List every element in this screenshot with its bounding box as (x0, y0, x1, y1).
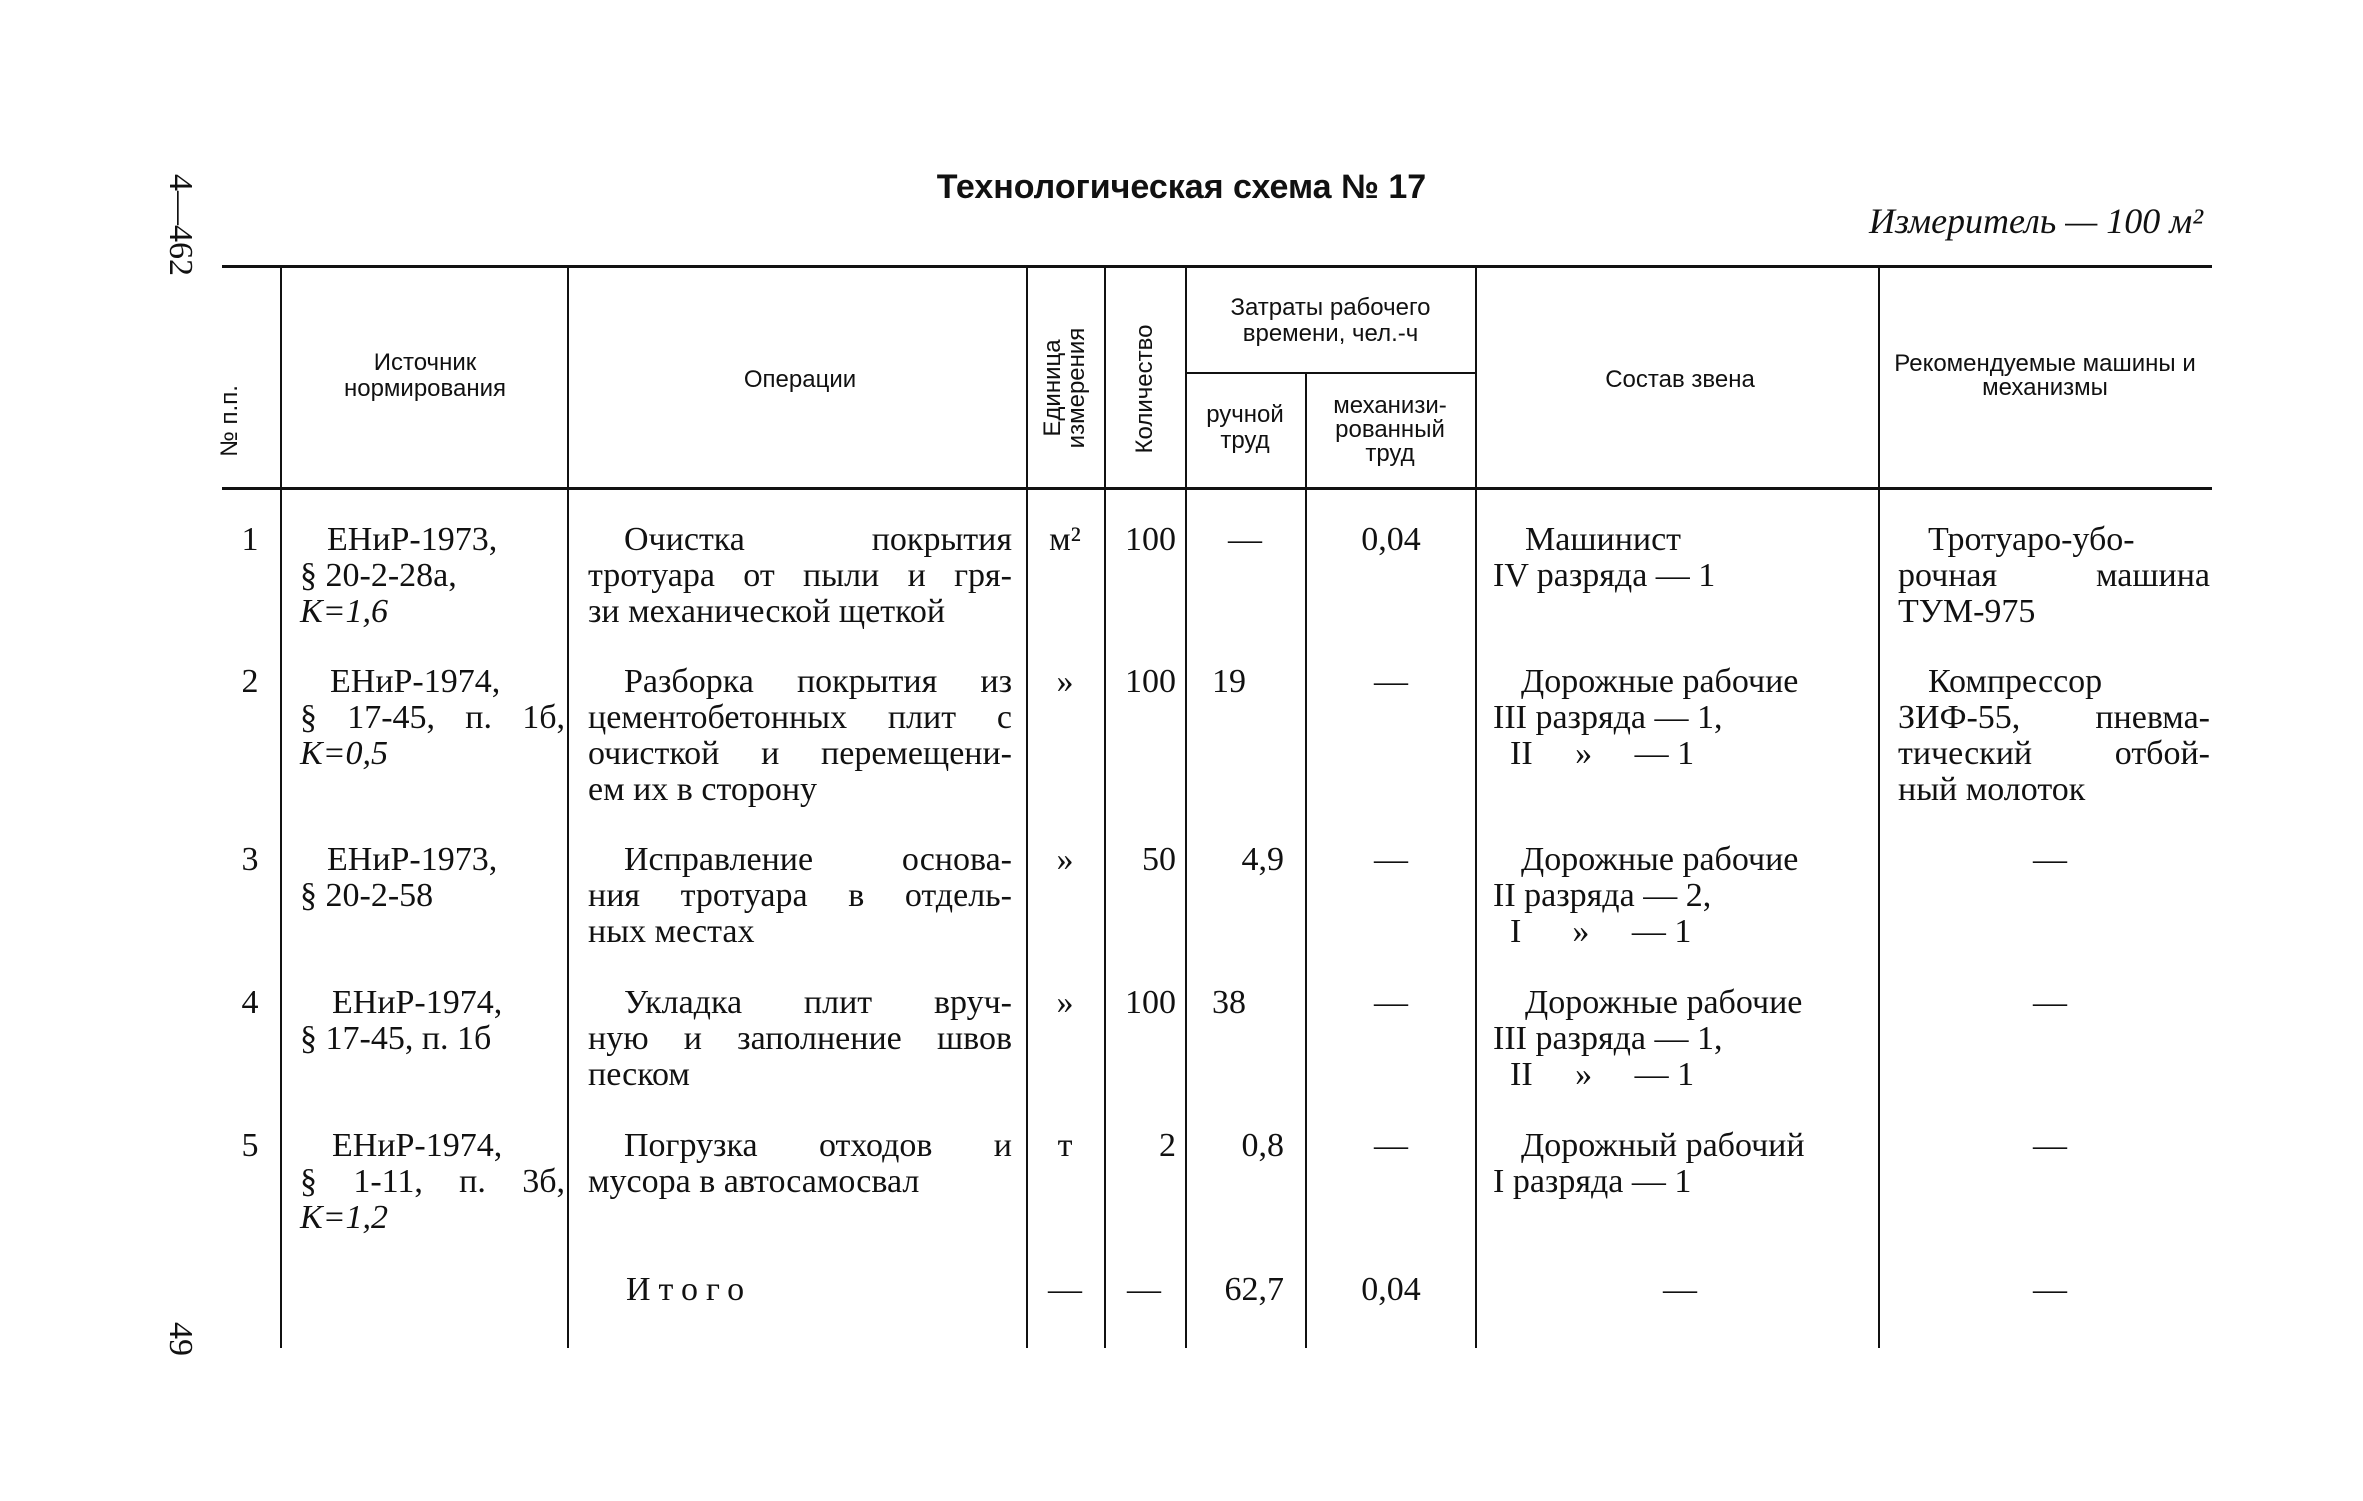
crew-line: I разряда — 1 (1493, 1163, 1692, 1200)
machines-line: Тротуаро-убо- (1928, 521, 2135, 558)
col-divider (1475, 268, 1477, 1348)
source-line: § 20-2-28а, (300, 557, 457, 594)
row-4-unit: » (1056, 984, 1074, 1021)
crew-line: II » — 1 (1493, 735, 1695, 772)
col-divider (567, 268, 569, 1348)
row-4-mech: — (1374, 984, 1408, 1021)
header-source: Источник нормирования (343, 349, 507, 402)
table-top-rule (222, 265, 2212, 268)
operation-line: очисткой и перемещени- (588, 735, 1012, 772)
page-number: 49 (162, 1322, 199, 1356)
row-1-num: 1 (241, 521, 259, 558)
crew-line: III разряда — 1, (1493, 1020, 1723, 1057)
crew-line: I » — 1 (1493, 913, 1692, 950)
row-5-operation (588, 1128, 1012, 1200)
source-line: К=1,2 (300, 1199, 389, 1236)
row-5-machines: — (2033, 1127, 2067, 1164)
row-5-qty: 2 (1159, 1127, 1176, 1164)
crew-line: II » — 1 (1493, 1056, 1695, 1093)
row-2-operation (588, 664, 1012, 808)
machines-line: рочная машина (1898, 557, 2210, 594)
row-3-unit: » (1056, 841, 1074, 878)
source-line: § 20-2-58 (300, 877, 434, 914)
col-divider (1026, 268, 1028, 1348)
operation-line: песком (588, 1056, 690, 1093)
header-bottom-rule (222, 487, 2212, 490)
row-4-manual: 38 (1212, 984, 1246, 1021)
total-machines: — (2033, 1271, 2067, 1308)
crew-line: IV разряда — 1 (1493, 557, 1716, 594)
crew-line: Дорожные рабочие (1521, 841, 1799, 878)
row-5-mech: — (1374, 1127, 1408, 1164)
operation-line: цементобетонных плит с (588, 699, 1012, 736)
operation-line: Исправление основа- (624, 841, 1012, 878)
operation-line: тротуара от пыли и гря- (588, 557, 1012, 594)
header-labor: Затраты рабочего времени, чел.-ч (1230, 294, 1431, 347)
total-qty: — (1127, 1271, 1161, 1308)
unit-label: Измеритель — 100 м² (1868, 201, 2203, 241)
machines-line: тический отбой- (1898, 735, 2210, 772)
operation-line: мусора в автосамосвал (588, 1163, 920, 1200)
row-2-mech: — (1374, 663, 1408, 700)
operation-line: ния тротуара в отдель- (588, 877, 1012, 914)
row-2-machines (1898, 664, 2210, 808)
total-mech: 0,04 (1361, 1271, 1421, 1308)
col-divider (1104, 268, 1106, 1348)
source-line: К=1,6 (300, 593, 389, 630)
row-3-mech: — (1374, 841, 1408, 878)
total-crew: — (1663, 1271, 1697, 1308)
source-line: ЕНиР-1974, (332, 984, 503, 1021)
source-line: § 17-45, п. 1б (300, 1020, 492, 1057)
source-line: ЕНиР-1973, (327, 521, 498, 558)
machines-line: ный молоток (1898, 771, 2086, 808)
col-divider (1878, 268, 1880, 1348)
row-3-num: 3 (241, 841, 259, 878)
row-5-manual: 0,8 (1241, 1127, 1284, 1164)
crew-line: Машинист (1525, 521, 1682, 558)
row-5-num: 5 (241, 1127, 259, 1164)
operation-line: Очистка покрытия (624, 521, 1012, 558)
row-3-crew (1493, 842, 1878, 950)
row-2-manual: 19 (1212, 663, 1246, 700)
source-line: § 17-45, п. 1б, (300, 699, 565, 736)
row-4-machines: — (2033, 984, 2067, 1021)
header-mech: механизи-рованный труд (1333, 392, 1447, 467)
row-5-source (300, 1128, 565, 1236)
header-manual: ручной труд (1206, 401, 1284, 454)
operation-line: ем их в сторону (588, 771, 818, 808)
operation-line: зи механической щеткой (588, 593, 946, 630)
row-1-unit: м² (1049, 521, 1081, 558)
machines-line: Компрессор (1928, 663, 2103, 700)
row-3-machines: — (2033, 841, 2067, 878)
row-5-unit: т (1057, 1127, 1073, 1164)
row-4-operation (588, 985, 1012, 1093)
header-machines: Рекомендуемые машины и механизмы (1894, 350, 2196, 401)
source-line: ЕНиР-1973, (327, 841, 498, 878)
row-1-source (300, 522, 565, 630)
crew-line: Дорожные рабочие (1525, 984, 1803, 1021)
row-1-operation (588, 522, 1012, 630)
source-line: К=0,5 (300, 735, 389, 772)
crew-line: III разряда — 1, (1493, 699, 1723, 736)
header-crew: Состав звена (1605, 366, 1755, 393)
row-2-crew (1493, 664, 1878, 772)
total-label: Итого (626, 1271, 753, 1308)
row-4-source (300, 985, 565, 1057)
row-1-mech: 0,04 (1361, 521, 1421, 558)
col-divider (280, 268, 282, 1348)
source-line: § 1-11, п. 3б, (300, 1163, 565, 1200)
row-1-crew (1493, 522, 1878, 594)
row-2-source (300, 664, 565, 772)
total-unit: — (1048, 1271, 1082, 1308)
page-title: Технологическая схема № 17 (936, 168, 1427, 206)
operation-line: ную и заполнение швов (588, 1020, 1012, 1057)
row-3-source (300, 842, 565, 914)
crew-line: II разряда — 2, (1493, 877, 1712, 914)
operation-line: Разборка покрытия из (624, 663, 1012, 700)
row-1-manual: — (1228, 521, 1262, 558)
row-3-operation (588, 842, 1012, 950)
row-2-num: 2 (241, 663, 259, 700)
source-line: ЕНиР-1974, (330, 663, 501, 700)
row-1-qty: 100 (1125, 521, 1176, 558)
row-2-qty: 100 (1125, 663, 1176, 700)
header-unit: Единица измерения (1039, 327, 1090, 449)
machines-line: ЗИФ-55, пневма- (1898, 699, 2210, 736)
operation-line: Укладка плит вруч- (624, 984, 1012, 1021)
crew-line: Дорожный рабочий (1521, 1127, 1805, 1164)
labor-subheader-rule (1185, 372, 1475, 374)
row-3-qty: 50 (1142, 841, 1176, 878)
operation-line: ных местах (588, 913, 755, 950)
crew-line: Дорожные рабочие (1521, 663, 1799, 700)
source-line: ЕНиР-1974, (332, 1127, 503, 1164)
machines-line: ТУМ-975 (1898, 593, 2036, 630)
col-divider (1305, 374, 1307, 1348)
row-4-num: 4 (241, 984, 259, 1021)
header-qty: Количество (1131, 324, 1158, 454)
total-manual: 62,7 (1224, 1271, 1284, 1308)
header-num: № п.п. (216, 385, 243, 457)
side-code: 4—462 (162, 174, 199, 276)
row-1-machines (1898, 522, 2210, 630)
row-2-unit: » (1056, 663, 1074, 700)
row-3-manual: 4,9 (1241, 841, 1284, 878)
operation-line: Погрузка отходов и (624, 1127, 1012, 1164)
row-4-crew (1493, 985, 1878, 1093)
row-4-qty: 100 (1125, 984, 1176, 1021)
header-operations: Операции (743, 366, 857, 393)
col-divider (1185, 268, 1187, 1348)
row-5-crew (1493, 1128, 1878, 1200)
